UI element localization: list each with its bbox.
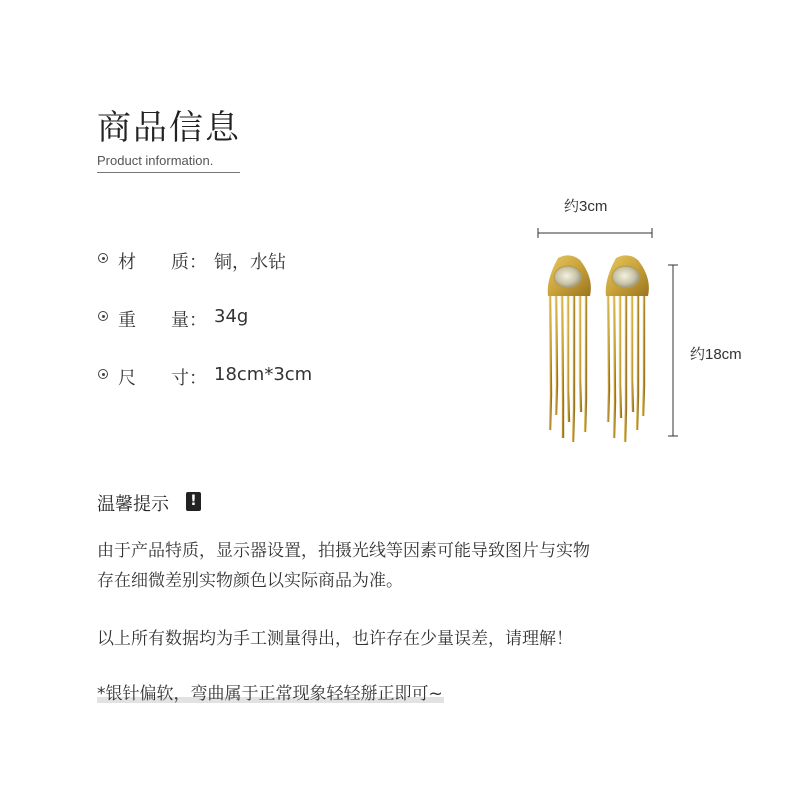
spec-key-first: 材 — [118, 252, 136, 273]
page-title: 商品信息 — [97, 108, 241, 148]
width-dimension-line — [538, 228, 652, 238]
spec-value: 铜，水钻 — [214, 252, 286, 273]
width-measure-label: 约3cm — [564, 198, 608, 215]
bullet-icon — [98, 369, 108, 379]
spec-key-second: 量： — [171, 310, 207, 331]
height-dimension-line — [668, 265, 678, 436]
spec-key-second: 质： — [171, 252, 207, 273]
earring-right — [606, 255, 649, 442]
notice-line-1: 由于产品特质，显示器设置，拍摄光线等因素可能导致图片与实物 — [97, 541, 590, 561]
spec-key-first: 尺 — [118, 368, 136, 389]
earring-left — [548, 255, 591, 442]
exclamation-icon: ! — [186, 492, 201, 511]
height-measure-label: 约18cm — [690, 346, 742, 363]
notice-line-2: 存在细微差别实物颜色以实际商品为准。 — [97, 571, 403, 591]
page-subtitle: Product information. — [97, 153, 214, 168]
spec-key-first: 重 — [118, 310, 136, 331]
spec-key-second: 寸： — [171, 368, 207, 389]
product-illustration — [520, 190, 690, 455]
bullet-icon — [98, 311, 108, 321]
notice-title: 温馨提示 — [97, 494, 169, 515]
bullet-icon — [98, 253, 108, 263]
subtitle-underline — [97, 172, 240, 173]
notice-line-3: 以上所有数据均为手工测量得出，也许存在少量误差，请理解！ — [97, 629, 573, 649]
notice-line-4: *银针偏软，弯曲属于正常现象轻轻掰正即可~ — [97, 684, 443, 704]
spec-value: 34g — [214, 306, 249, 327]
spec-value: 18cm*3cm — [214, 364, 313, 385]
